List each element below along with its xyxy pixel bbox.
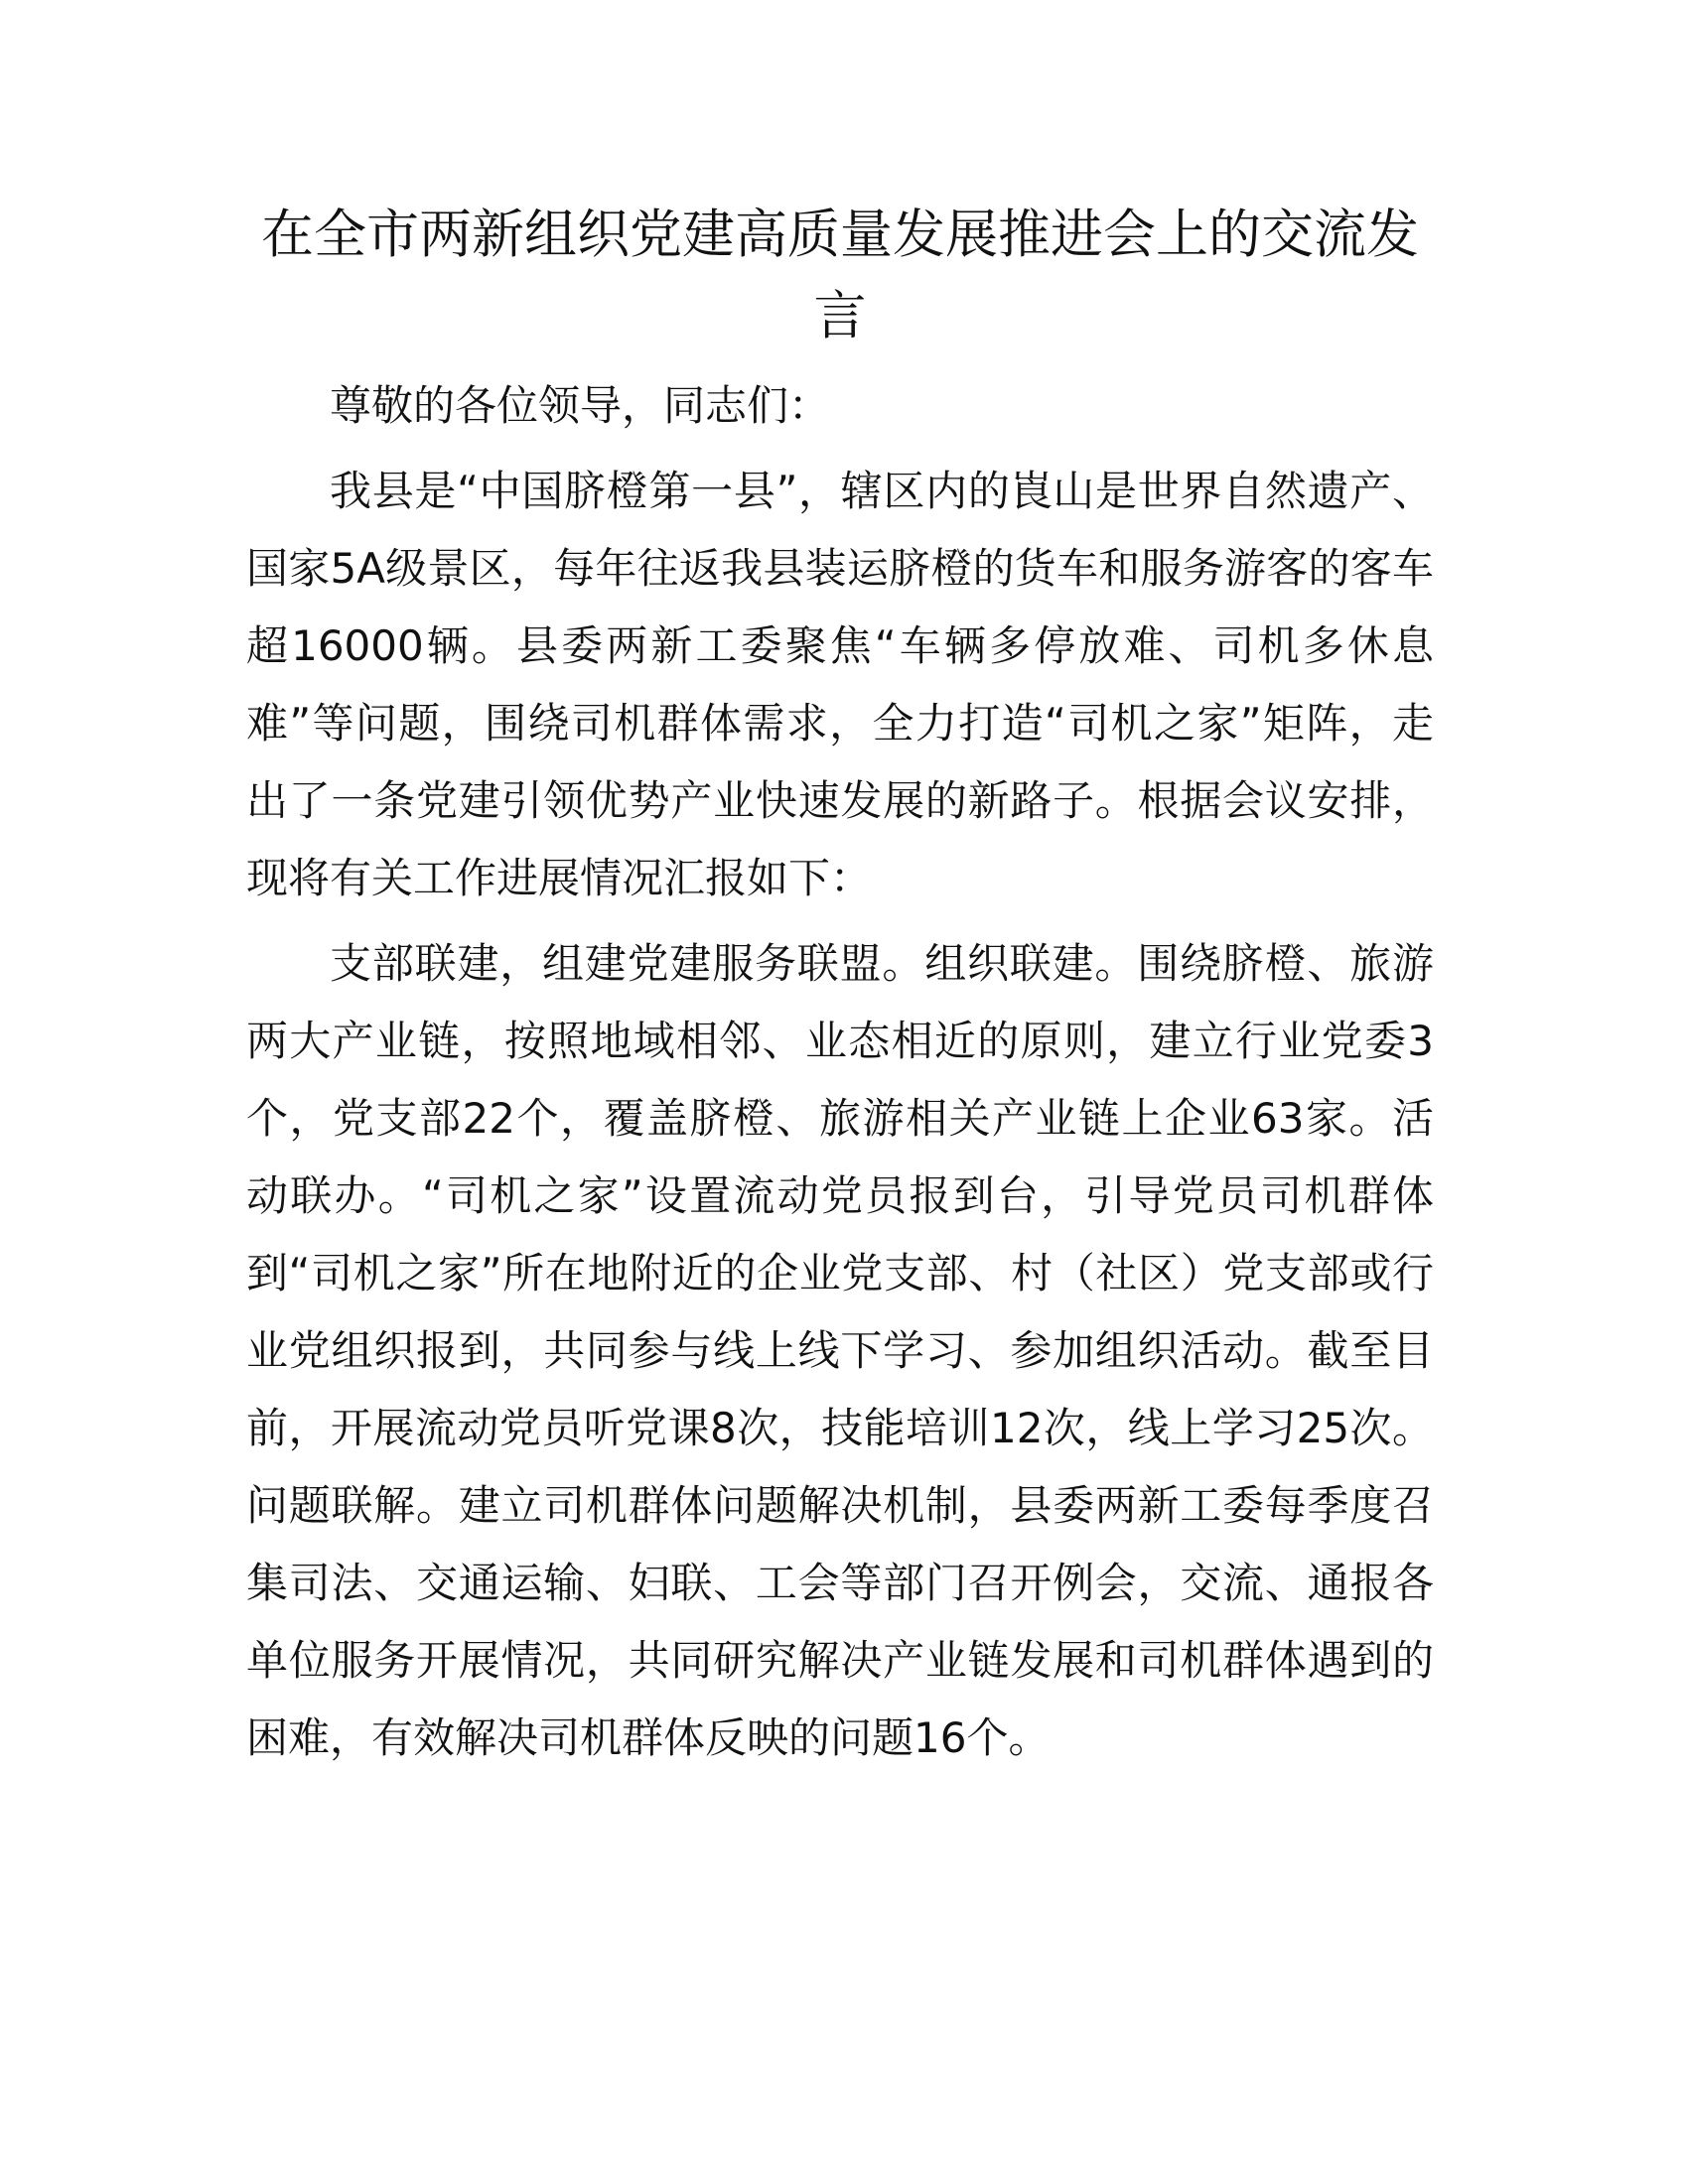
paragraph-branch-alliance: 支部联建，组建党建服务联盟。组织联建。围绕脐橙、旅游两大产业链，按照地域相邻、业态相近的原则，建立行业党委3个，党支部22个，覆盖脐橙、旅游相关产业链上企业63家。活动联办。“司机之家”设置流动党员报到台，引导党员司机群体到“司机之家”所在地附近的企业党支部、村（社区）党支部或行业党组织报到，共同参与线上线下学习、参加组织活动。截至目前，开展流动党员听党课8次，技能培训12次，线上学习25次。问题联解。建立司机群体问题解决机制，县委两新工委每季度召集司法、交通运输、妇联、工会等部门召开例会，交流、通报各单位服务开展情况，共同研究解决产业链发展和司机群体遇到的困难，有效解决司机群体反映的问题16个。 <box>246 939 1434 1762</box>
salutation: 尊敬的各位领导，同志们： <box>330 381 831 430</box>
document-body <box>246 195 1434 1777</box>
paragraph-intro: 我县是“中国脐橙第一县”，辖区内的崀山是世界自然遗产、国家5A级景区，每年往返我县装运脐橙的货车和服务游客的客车超16000辆。县委两新工委聚焦“车辆多停放难、司机多休息难”等问题，围绕司机群体需求，全力打造“司机之家”矩阵，走出了一条党建引领优势产业快速发展的新路子。根据会议安排，现将有关工作进展情况汇报如下： <box>246 467 1434 902</box>
document-title: 在全市两新组织党建高质量发展推进会上的交流发言 <box>261 205 1419 346</box>
